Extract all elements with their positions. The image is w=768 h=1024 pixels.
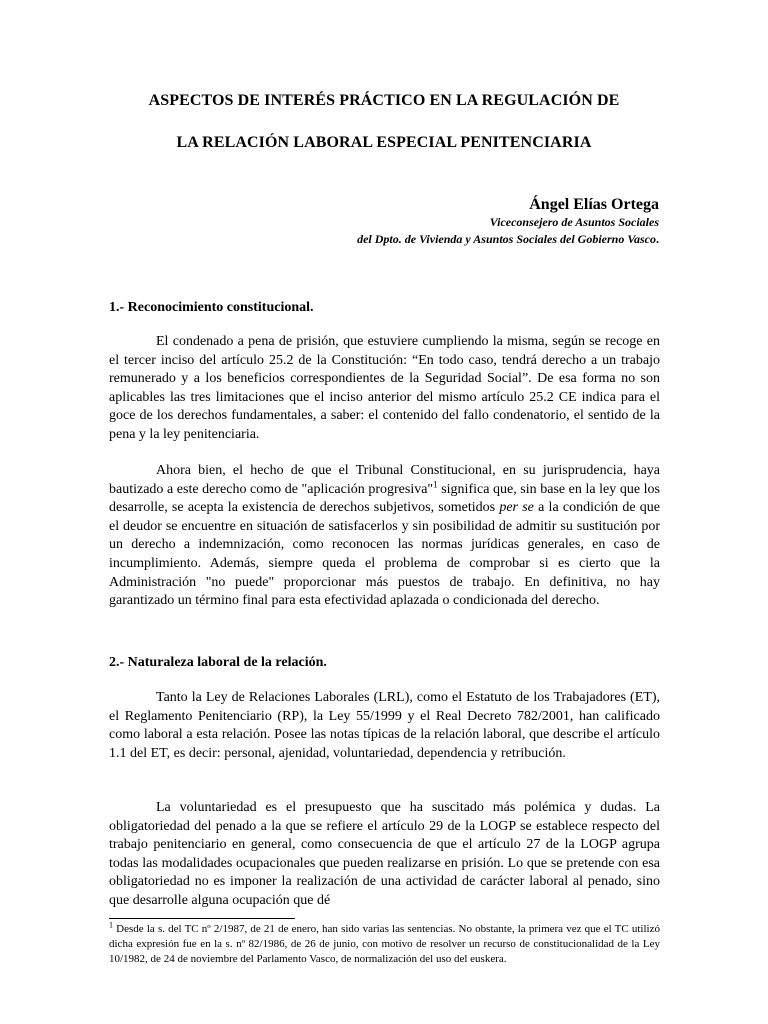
- section2-heading: 2.- Naturaleza laboral de la relación.: [109, 655, 327, 670]
- author-role-period: .: [656, 232, 659, 246]
- footnote-text: Desde la s. del TC nº 2/1987, de 21 de enero, han sido varias las sentencias. No obstante, la primera vez que el TC utilizó dicha expresión fue en la s. nº 82/1986, de 26 de junio, con motivo de resolver un recurso de constitucionalidad de la Ley 10/1982, de 24 de noviembre del Parlamento Vasco, de normalización del uso del euskera.: [109, 923, 660, 966]
- footnote-ref-1[interactable]: 1: [433, 478, 438, 489]
- section2-paragraph1: Tanto la Ley de Relaciones Laborales (LRL), como el Estatuto de los Trabajadores (ET), el Reglamento Penitenciario (RP), la Ley 55/1999 y el Real Decreto 782/2001, han calificado como laboral a esta relación. Posee las notas típicas de la relación laboral, que describe el artículo 1.1 del ET, es decir: personal, ajenidad, voluntariedad, dependencia y retribución.: [109, 690, 660, 761]
- author-role-line2-text: del Dpto. de Vivienda y Asuntos Sociales del Gobierno Vasco: [357, 232, 656, 246]
- author-role-line2: [357, 232, 659, 247]
- para2-text-b: significa que, sin base en la ley que los desarrolle, se acepta la existencia de derechos subjetivos, sometidos: [109, 481, 660, 516]
- section1-paragraph2: [109, 462, 660, 611]
- document-title-line2: LA RELACIÓN LABORAL ESPECIAL PENITENCIARIA: [176, 134, 592, 151]
- footnote-1: [109, 922, 660, 968]
- para2-text-a: Ahora bien, el hecho de que el Tribunal Constitucional, en su jurisprudencia, haya bautizado a este derecho como de "aplicación progresiva": [109, 463, 660, 497]
- author-role-line1: Viceconsejero de Asuntos Sociales: [489, 215, 659, 229]
- para2-text-c: a la condición de que el deudor se encuentre en situación de satisfacerlos y sin posibilidad de admitir su sustitución por un derecho a indemnización, como reconocen las normas jurídicas generales, en caso de incumplimiento. Además, siempre queda el problema de comprobar si es cierto que la Administración "no puede" proporcionar más puestos de trabajo. En definitiva, no hay garantizado un término final para esta efectividad aplazada o condicionada del derecho.: [109, 500, 660, 609]
- section2-paragraph2: La voluntariedad es el presupuesto que ha suscitado más polémica y dudas. La obligatoriedad del penado a la que se refiere el artículo 29 de la LOGP se establece respecto del trabajo penitenciario en general, como consecuencia de que el artículo 27 de la LOGP agrupa todas las modalidades ocupacionales que pueden realizarse en prisión. Lo que se pretende con esa obligatoriedad no es imponer la realización de una actividad de carácter laboral al penado, sino que desarrolle alguna ocupación que dé: [109, 800, 660, 908]
- footnote-marker: 1: [109, 920, 113, 930]
- section1-paragraph1: El condenado a pena de prisión, que estuviere cumpliendo la misma, según se recoge en el tercer inciso del artículo 25.2 de la Constitución: “En todo caso, tendrá derecho a un trabajo remunerado y a los beneficios correspondientes de la Seguridad Social”. De esa forma no son aplicables las tres limitaciones que el inciso anterior del mismo artículo 25.2 CE indica para el goce de los derechos fundamentales, a saber: el contenido del fallo condenatorio, el sentido de la pena y la ley penitenciaria.: [109, 334, 660, 442]
- para2-italic: per se: [499, 500, 534, 516]
- document-title-line1: ASPECTOS DE INTERÉS PRÁCTICO EN LA REGULACIÓN DE: [148, 92, 620, 109]
- footnote-separator: [109, 918, 295, 919]
- section1-heading: 1.- Reconocimiento constitucional.: [109, 300, 314, 315]
- author-name: Ángel Elías Ortega: [529, 196, 659, 213]
